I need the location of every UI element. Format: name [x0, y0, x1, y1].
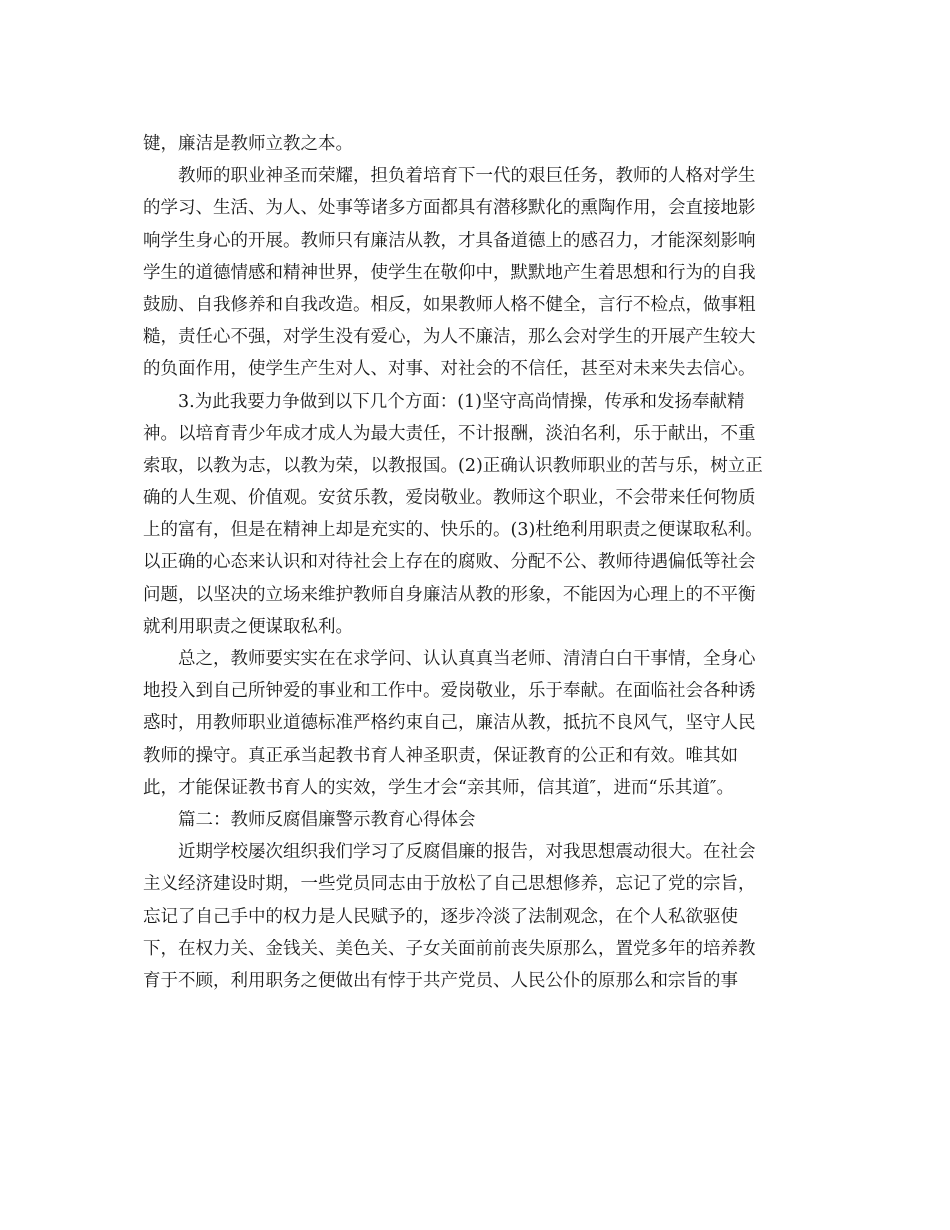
text-line: 上的富有，但是在精神上却是充实的、快乐的。(3)杜绝利用职责之便谋取私利。: [143, 520, 763, 541]
text-line: 此，才能保证教书育人的实效，学生才会“亲其师，信其道″，进而“乐其道″。: [143, 777, 734, 798]
text-line: 确的人生观、价值观。安贫乐教，爱岗敬业。教师这个职业，不会带来任何物质: [143, 488, 756, 509]
text-line: 总之，教师要实实在在求学问、认认真真当老师、清清白白干事情，全身心: [178, 649, 756, 669]
text-line: 键，廉洁是教师立教之本。: [143, 134, 353, 154]
text-line: 地投入到自己所钟爱的事业和工作中。爱岗敬业，乐于奉献。在面临社会各种诱: [143, 681, 756, 702]
text-line: 育于不顾，利用职务之便做出有悖于共产党员、人民公仆的原那么和宗旨的事: [143, 970, 738, 991]
text-line: 的学习、生活、为人、处事等诸多方面都具有潜移默化的熏陶作用，会直接地影: [143, 198, 756, 219]
text-line: 的负面作用，使学生产生对人、对事、对社会的不信任，甚至对未来失去信心。: [143, 359, 756, 380]
document-body: [143, 128, 815, 997]
text-line: 教师的职业神圣而荣耀，担负着培育下一代的艰巨任务，教师的人格对学生: [178, 166, 756, 187]
text-line: 鼓励、自我修养和自我改造。相反，如果教师人格不健全，言行不检点，做事粗: [143, 294, 756, 315]
text-line: 教师的操守。真正承当起教书育人神圣职责，保证教育的公正和有效。唯其如: [143, 745, 738, 766]
text-line: 糙，责任心不强，对学生没有爱心，为人不廉洁，那么会对学生的开展产生较大: [143, 327, 756, 348]
text-line: 忘记了自己手中的权力是人民赋予的，逐步冷淡了法制观念，在个人私欲驱使: [143, 906, 738, 927]
text-line: 问题，以坚决的立场来维护教师自身廉洁从教的形象，不能因为心理上的不平衡: [143, 584, 756, 605]
text-line: 近期学校屡次组织我们学习了反腐倡廉的报告，对我思想震动很大。在社会: [178, 842, 756, 863]
text-line: 惑时，用教师职业道德标准严格约束自己，廉洁从教，抵抗不良风气，坚守人民: [143, 713, 756, 734]
text-line: 3.为此我要力争做到以下几个方面：(1)坚守高尚情操，传承和发扬奉献精: [178, 391, 745, 412]
text-line: 主义经济建设时期，一些党员同志由于放松了自己思想修养，忘记了党的宗旨，: [143, 874, 756, 895]
text-line: 响学生身心的开展。教师只有廉洁从教，才具备道德上的感召力，才能深刻影响: [143, 230, 756, 251]
text-line: 就利用职责之便谋取私利。: [143, 616, 353, 637]
text-line: 学生的道德情感和精神世界，使学生在敬仰中，默默地产生着思想和行为的自我: [143, 262, 756, 283]
text-line: 下，在权力关、金钱关、美色关、子女关面前前丧失原那么，置党多年的培养教: [143, 938, 756, 959]
text-line: 索取，以教为志，以教为荣，以教报国。(2)正确认识教师职业的苦与乐，树立正: [143, 455, 763, 476]
text-line: 神。以培育青少年成才成人为最大责任，不计报酬，淡泊名利，乐于献出，不重: [143, 423, 756, 444]
text-line: 以正确的心态来认识和对待社会上存在的腐败、分配不公、教师待遇偏低等社会: [143, 552, 756, 573]
text-line: 篇二：教师反腐倡廉警示教育心得体会: [178, 809, 476, 830]
